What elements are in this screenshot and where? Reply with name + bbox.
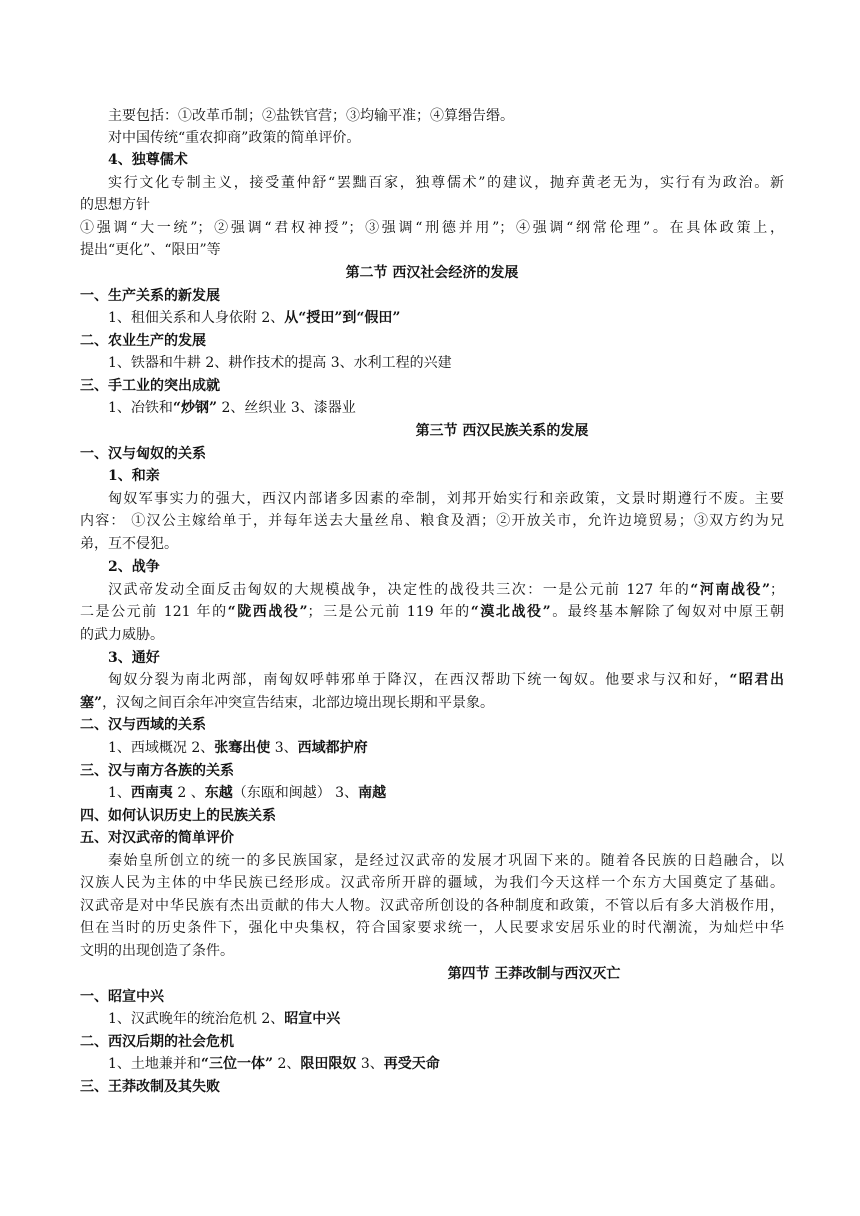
paragraph-line: 弟，互不侵犯。 (80, 536, 178, 552)
subheading: 1、和亲 (108, 468, 160, 484)
heading: 一、昭宣中兴 (80, 989, 164, 1005)
heading: 三、手工业的突出成就 (80, 378, 220, 394)
text-line: 对中国传统“重农抑商”政策的简单评价。 (108, 130, 361, 146)
text-line: 主要包括：①改革币制；②盐铁官营；③均输平准；④算缗告缗。 (108, 108, 514, 124)
paragraph-line: 的武力威胁。 (80, 627, 164, 643)
paragraph-line: 内容： ①汉公主嫁给单于，并每年送去大量丝帛、粮食及酒；②开放关市，允许边境贸易；③双方约为兄 (80, 513, 784, 529)
paragraph-line: 汉武帝是对中华民族有杰出贡献的伟大人物。汉武帝所创设的各种制度和政策，不管以后有多大消极作用， (80, 898, 784, 914)
text-line: 1、汉武晚年的统治危机 2、昭宣中兴 (108, 1011, 341, 1027)
heading: 二、汉与西域的关系 (80, 717, 206, 733)
text-line: 1、冶铁和“炒钢” 2、丝织业 3、漆器业 (108, 400, 356, 416)
paragraph-line: 匈奴军事实力的强大，西汉内部诸多因素的牵制，刘邦开始实行和亲政策，文景时期遵行不废。主要 (108, 491, 784, 507)
text-line: 1、西域概况 2、张骞出使 3、西域都护府 (108, 740, 368, 756)
subheading: 3、通好 (108, 650, 160, 666)
paragraph-line: 的思想方针 (80, 197, 150, 213)
paragraph-line: 汉族人民为主体的中华民族已经形成。汉武帝所开辟的疆域，为我们今天这样一个东方大国奠定了基础。 (80, 875, 784, 891)
paragraph-line: 汉武帝发动全面反击匈奴的大规模战争，决定性的战役共三次：一是公元前 127 年的“河南战役”； (108, 582, 784, 598)
paragraph-line: ①强调“大一统”；②强调“君权神授”；③强调“刑德并用”；④强调“纲常伦理”。在具体政策上， (80, 220, 784, 236)
paragraph-line: 秦始皇所创立的统一的多民族国家，是经过汉武帝的发展才巩固下来的。随着各民族的日趋融合，以 (108, 853, 784, 869)
heading: 一、生产关系的新发展 (80, 288, 220, 304)
section-title: 第二节 西汉社会经济的发展 (345, 265, 519, 281)
section-title: 第四节 王莽改制与西汉灭亡 (447, 966, 621, 982)
paragraph-line: 提出“更化”、“限田”等 (80, 242, 221, 258)
heading: 四、如何认识历史上的民族关系 (80, 808, 276, 824)
heading: 一、汉与匈奴的关系 (80, 446, 206, 462)
text-line: 1、土地兼并和“三位一体” 2、限田限奴 3、再受天命 (108, 1056, 440, 1072)
paragraph-line: 文明的出现创造了条件。 (80, 943, 234, 959)
heading: 二、农业生产的发展 (80, 333, 206, 349)
heading: 二、西汉后期的社会危机 (80, 1034, 234, 1050)
paragraph-line: 实行文化专制主义，接受董仲舒“罢黜百家，独尊儒术”的建议，抛弃黄老无为，实行有为政治。新 (108, 175, 784, 191)
paragraph-line: 匈奴分裂为南北两部，南匈奴呼韩邪单于降汉，在西汉帮助下统一匈奴。他要求与汉和好，“昭君出 (108, 672, 784, 688)
text-line: 1、租佃关系和人身依附 2、从“授田”到“假田” (108, 310, 401, 326)
text-line: 1、西南夷 2 、东越（东瓯和闽越） 3、南越 (108, 785, 387, 801)
heading: 五、对汉武帝的简单评价 (80, 830, 234, 846)
heading: 三、王莽改制及其失败 (80, 1079, 220, 1095)
subheading: 2、战争 (108, 559, 160, 575)
paragraph-line: 二是公元前 121 年的“陇西战役”；三是公元前 119 年的“漠北战役”。最终基本解除了匈奴对中原王朝 (80, 604, 785, 620)
section-title: 第三节 西汉民族关系的发展 (415, 423, 589, 439)
subheading: 4、独尊儒术 (108, 152, 188, 168)
paragraph-line: 塞”，汉匈之间百余年冲突宣告结束，北部边境出现长期和平景象。 (80, 695, 495, 711)
heading: 三、汉与南方各族的关系 (80, 763, 234, 779)
text-line: 1、铁器和牛耕 2、耕作技术的提高 3、水利工程的兴建 (108, 355, 452, 371)
paragraph-line: 但在当时的历史条件下，强化中央集权，符合国家要求统一，人民要求安居乐业的时代潮流，为灿烂中华 (80, 920, 784, 936)
